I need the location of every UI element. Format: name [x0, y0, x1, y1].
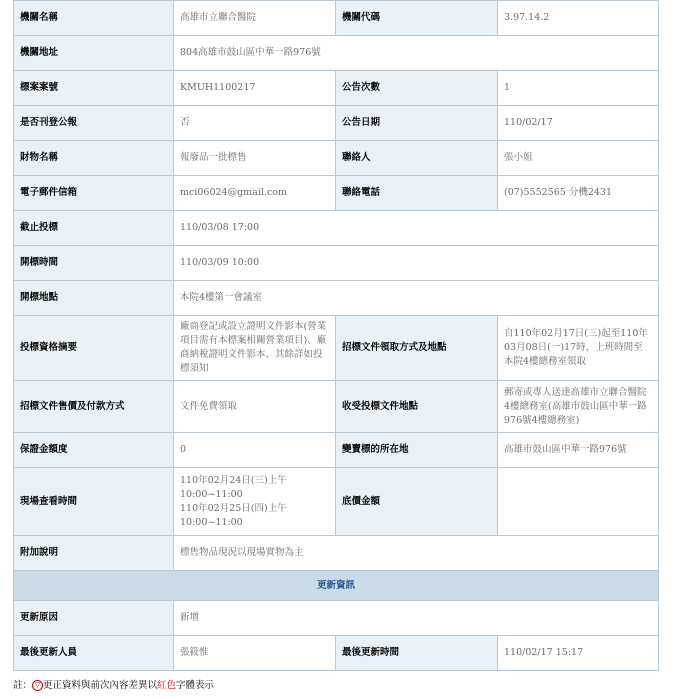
- table-row: [14, 1, 659, 36]
- last-update-time-value: 110/02/17 15:17: [498, 636, 659, 671]
- table-row: [14, 571, 659, 601]
- opening-location-value: 本院4樓第一會議室: [174, 281, 659, 316]
- site-visit-line: 110年02月25日(四)上午: [180, 502, 287, 514]
- gazette-label: 是否刊登公報: [14, 106, 174, 141]
- site-visit-line: 10:00~11:00: [180, 488, 243, 500]
- agency-name-value: 高雄市立聯合醫院: [174, 1, 336, 36]
- qualification-value: 廠商登記或設立證明文件影本(營業項目需有本標案相關營業項目)、廠商納稅證明文件影本、其餘詳如投標須知: [174, 316, 336, 381]
- last-update-time-label: 最後更新時間: [336, 636, 498, 671]
- document-price-label: 招標文件售價及付款方式: [14, 381, 174, 433]
- base-price-label: 底價金額: [336, 468, 498, 536]
- base-price-value: [498, 468, 659, 536]
- table-row: [14, 601, 659, 636]
- table-row: [14, 141, 659, 176]
- table-row: [14, 246, 659, 281]
- sale-location-value: 高雄市鼓山區中華一路976號: [498, 433, 659, 468]
- additional-note-label: 附加說明: [14, 536, 174, 571]
- table-row: [14, 281, 659, 316]
- agency-address-value: 804高雄市鼓山區中華一路976號: [174, 36, 659, 71]
- opening-location-label: 開標地點: [14, 281, 174, 316]
- table-row: [14, 71, 659, 106]
- announcement-date-label: 公告日期: [336, 106, 498, 141]
- bid-receipt-location-label: 收受投標文件地點: [336, 381, 498, 433]
- contact-person-label: 聯絡人: [336, 141, 498, 176]
- opening-time-value: 110/03/09 10:00: [174, 246, 659, 281]
- update-reason-value: 新增: [174, 601, 659, 636]
- tender-info-table: [13, 0, 659, 671]
- case-number-label: 標案案號: [14, 71, 174, 106]
- sale-location-label: 變賣標的所在地: [336, 433, 498, 468]
- email-value: mci06024@gmail.com: [174, 176, 336, 211]
- deposit-value: 0: [174, 433, 336, 468]
- update-reason-label: 更新原因: [14, 601, 174, 636]
- site-visit-value: [174, 468, 336, 536]
- update-info-header: 更新資訊: [14, 571, 659, 601]
- last-updater-value: 張筱惟: [174, 636, 336, 671]
- change-mark-icon: ▽: [32, 680, 43, 691]
- site-visit-line: 10:00~11:00: [180, 516, 243, 528]
- announcement-date-value: 110/02/17: [498, 106, 659, 141]
- footnote-text-end: 字體表示: [176, 680, 215, 691]
- footnote-red-word: 紅色: [157, 680, 177, 691]
- bid-receipt-location-value: 郵寄或專人送達高雄市立聯合醫院4樓總務室(高雄市鼓山區中華一路976號4樓總務室): [498, 381, 659, 433]
- phone-label: 聯絡電話: [336, 176, 498, 211]
- table-row: [14, 433, 659, 468]
- additional-note-value: 標售物品現況以現場實物為主: [174, 536, 659, 571]
- contact-person-value: 張小姐: [498, 141, 659, 176]
- footnote-prefix: 註：: [13, 680, 33, 691]
- document-price-value: 文件免費領取: [174, 381, 336, 433]
- agency-address-label: 機關地址: [14, 36, 174, 71]
- table-row: [14, 381, 659, 433]
- agency-name-label: 機關名稱: [14, 1, 174, 36]
- phone-value: (07)5552565 分機2431: [498, 176, 659, 211]
- email-label: 電子郵件信箱: [14, 176, 174, 211]
- table-row: [14, 176, 659, 211]
- site-visit-label: 現場查看時間: [14, 468, 174, 536]
- qualification-label: 投標資格摘要: [14, 316, 174, 381]
- case-number-value: KMUH1100217: [174, 71, 336, 106]
- property-name-value: 報廢品一批標售: [174, 141, 336, 176]
- document-pickup-value: 自110年02月17日(三)起至110年03月08日(一)17時，上班時間至本院4樓總務室領取: [498, 316, 659, 381]
- agency-code-value: 3.97.14.2: [498, 1, 659, 36]
- footnote: [13, 679, 214, 693]
- announcement-count-value: 1: [498, 71, 659, 106]
- table-row: [14, 316, 659, 381]
- opening-time-label: 開標時間: [14, 246, 174, 281]
- deposit-label: 保證金額度: [14, 433, 174, 468]
- table-row: [14, 211, 659, 246]
- footnote-text: 更正資料與前次內容差異以: [43, 680, 158, 691]
- announcement-count-label: 公告次數: [336, 71, 498, 106]
- agency-code-label: 機關代碼: [336, 1, 498, 36]
- deadline-value: 110/03/08 17:00: [174, 211, 659, 246]
- deadline-label: 截止投標: [14, 211, 174, 246]
- property-name-label: 財物名稱: [14, 141, 174, 176]
- table-row: [14, 536, 659, 571]
- document-pickup-label: 招標文件領取方式及地點: [336, 316, 498, 381]
- table-row: [14, 106, 659, 141]
- table-row: [14, 468, 659, 536]
- table-row: [14, 36, 659, 71]
- gazette-value: 否: [174, 106, 336, 141]
- site-visit-line: 110年02月24日(三)上午: [180, 474, 287, 486]
- last-updater-label: 最後更新人員: [14, 636, 174, 671]
- table-row: [14, 636, 659, 671]
